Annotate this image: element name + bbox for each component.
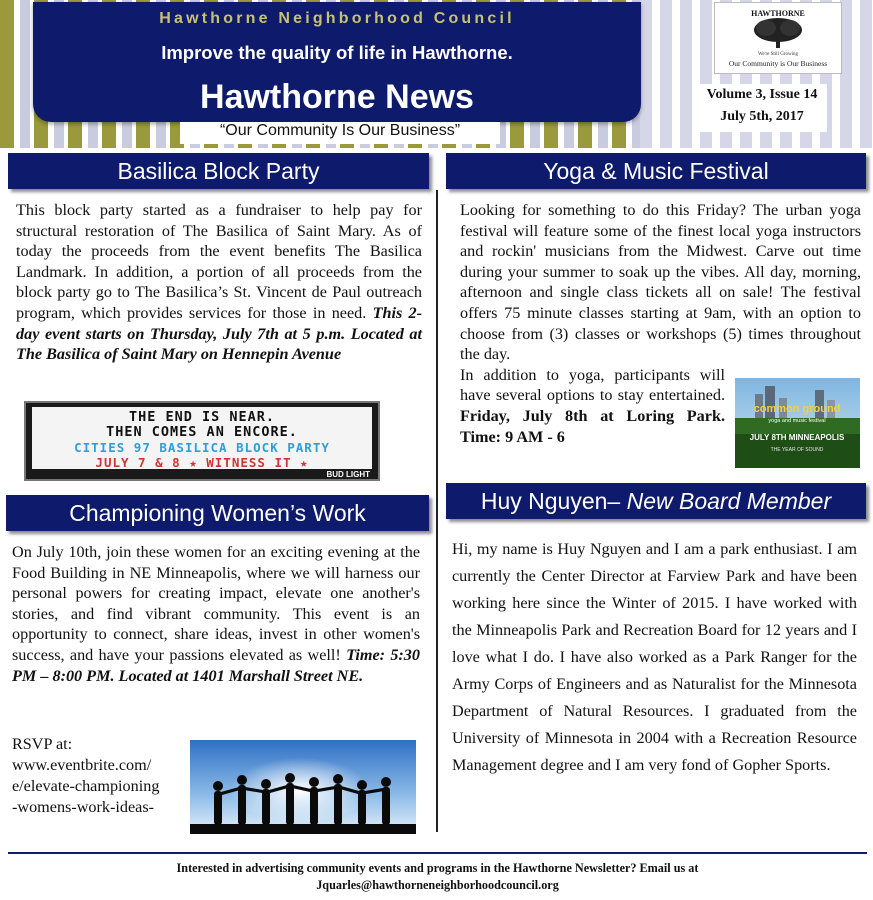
yoga-img-tag: THE YEAR OF SOUND	[770, 447, 824, 453]
logo-subtext: We're Still Growing	[758, 52, 798, 57]
marquee-line-3: CITIES 97 BASILICA BLOCK PARTY	[74, 440, 330, 455]
yoga-img-sub: yoga and music festival	[768, 418, 826, 424]
basilica-emphasis: This 2-day event starts on Thursday, July 7th at 5 p.m. Located at The Basilica of Saint Mary on Hennepin Avenue	[16, 303, 422, 364]
footer-email[interactable]: Jquarles@hawthorneneighborhoodcouncil.org	[316, 878, 559, 892]
yoga-heading: Yoga & Music Festival	[446, 153, 866, 189]
tagline: Improve the quality of life in Hawthorne.	[161, 42, 513, 63]
huy-heading-name: Huy Nguyen–	[480, 488, 627, 514]
rsvp-link-3[interactable]: -womens-work-ideas-	[12, 798, 155, 816]
yoga-festival-image	[735, 378, 860, 468]
council-logo	[714, 2, 842, 74]
women-article	[12, 542, 420, 686]
yoga-body-wrap	[460, 365, 725, 447]
women-heading: Championing Women’s Work	[6, 495, 429, 531]
council-name: Hawthorne Neighborhood Council	[159, 10, 515, 27]
rsvp-block	[12, 734, 190, 818]
women-silhouette-image	[190, 740, 416, 834]
yoga-body-continued: In addition to yoga, participants will have several options to stay entertained.	[460, 365, 725, 405]
marquee-line-2: THEN COMES AN ENCORE.	[106, 424, 298, 440]
issue-date: July 5th, 2017	[720, 109, 804, 124]
logo-name: HAWTHORNE	[751, 9, 805, 18]
masthead-banner	[33, 2, 641, 122]
volume-issue: Volume 3, Issue 14	[706, 87, 818, 102]
huy-heading-role: New Board Member	[626, 488, 832, 514]
logo-caption: Our Community is Our Business	[728, 59, 828, 68]
yoga-img-date: JULY 8TH MINNEAPOLIS	[749, 433, 845, 442]
huy-article: Hi, my name is Huy Nguyen and I am a park enthusiast. I am currently the Center Director at Farview Park and have been working here since the Winter of 2015. I have worked with the Minneapolis Park and Recreation Board for 12 years and I love what I do. I have also worked as a Park Ranger for the Army Corps of Engineers and as Naturalist for the Minnesota Department of Natural Resources. I graduated from the University of Minnesota in 2004 with a Recreation Resource Management degree and I am very fond of Gopher Sports.	[452, 540, 857, 774]
yoga-body-main: Looking for something to do this Friday? The urban yoga festival will feature some of the finest local yoga instructors and rockin' musicians from the Midwest. Carve out time during your summer to soak up the vibes. All day, morning, afternoon and single class tickets all on sale! The festival offers 75 minute classes starting at 9am, with an option to choose from (3) classes or workshops (5) times throughout the day.	[460, 201, 861, 364]
rsvp-link-1[interactable]: www.eventbrite.com/	[12, 756, 152, 774]
huy-heading	[446, 483, 866, 519]
rsvp-link-2[interactable]: e/elevate-championing	[12, 777, 160, 795]
tree-logo-icon	[718, 6, 838, 58]
newsletter-title: Hawthorne News	[200, 78, 474, 116]
women-body: On July 10th, join these women for an exciting evening at the Food Building in NE Minneapolis, where we will harness our personal powers for creating impact, elevate one another's stories, and find vibrant community. This event is an opportunity to connect, share ideas, invest in other women's success, and have your passions elevated as well!	[12, 543, 420, 664]
block-party-marquee-image	[24, 401, 380, 481]
column-divider	[436, 190, 438, 832]
footer-line-1: Interested in advertising community events and programs in the Hawthorne Newsletter? Email us at	[176, 861, 699, 875]
marquee-line-1: THE END IS NEAR.	[128, 409, 276, 425]
motto: “Our Community Is Our Business”	[180, 122, 500, 144]
footer	[8, 860, 867, 894]
marquee-sponsor: BUD LIGHT	[326, 470, 370, 479]
basilica-heading: Basilica Block Party	[8, 153, 429, 189]
women-emphasis: Time: 5:30 PM – 8:00 PM. Located at 1401 Marshall Street NE.	[12, 645, 420, 685]
yoga-emphasis: Friday, July 8th at Loring Park. Time: 9 AM - 6	[460, 406, 725, 446]
footer-divider	[8, 852, 867, 854]
issue-info	[697, 84, 827, 132]
basilica-article	[16, 200, 422, 365]
marquee-line-4: JULY 7 & 8 ★ WITNESS IT ★	[95, 455, 309, 470]
rsvp-label: RSVP at:	[12, 735, 73, 753]
basilica-body: This block party started as a fundraiser to help pay for structural restoration of The Basilica of Saint Mary. As of today the proceeds from the event benefits The Basilica Landmark. In addition, a portion of all proceeds from the block party go to The Basilica’s St. Vincent de Paul outreach program, which provides services for those in need.	[16, 201, 422, 322]
yoga-img-brand: common ground	[753, 403, 841, 415]
